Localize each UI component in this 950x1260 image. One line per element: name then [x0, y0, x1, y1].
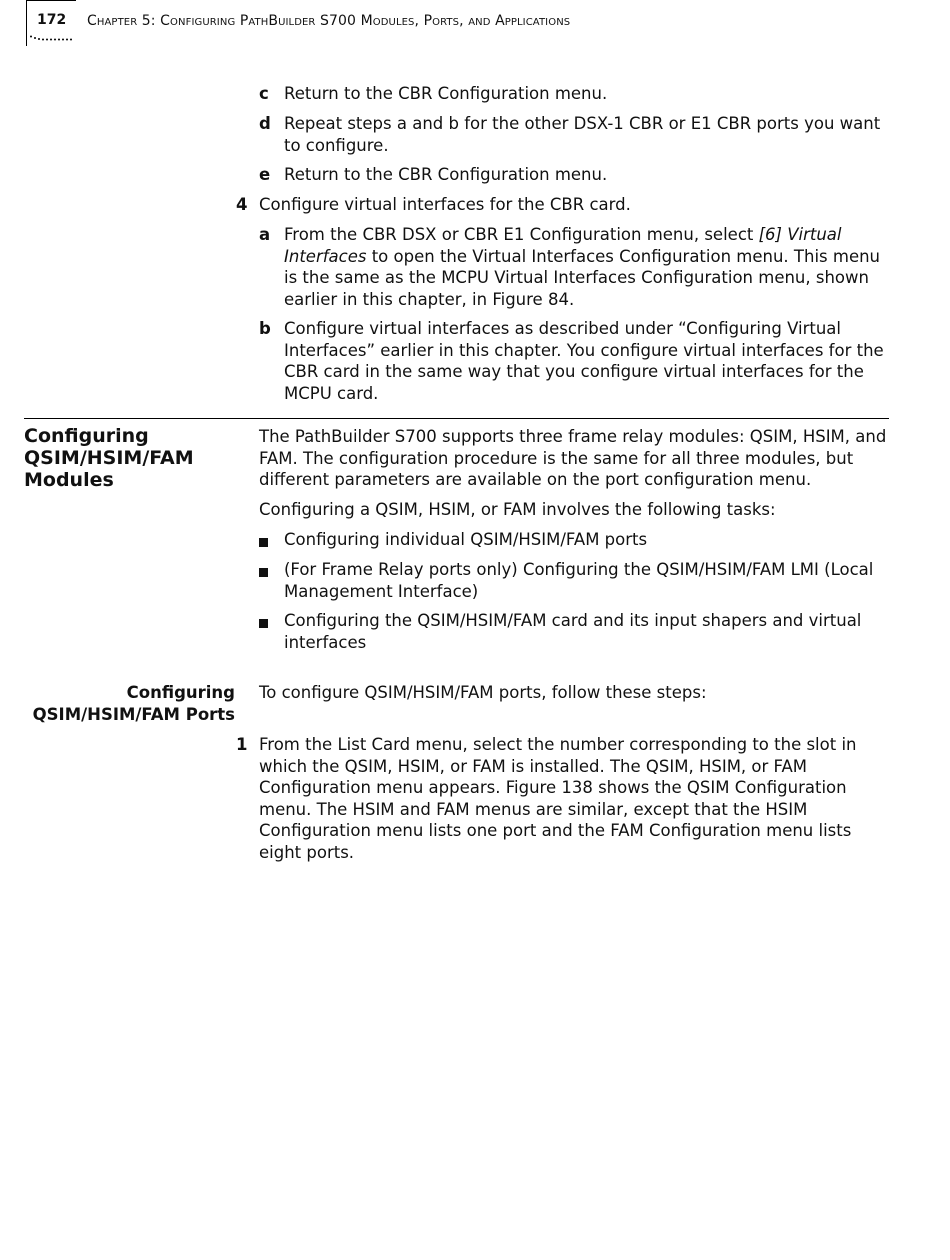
task-bullet — [259, 529, 891, 551]
step-text: Configure virtual interfaces for the CBR card. — [259, 195, 631, 214]
bullet-text: Configuring the QSIM/HSIM/FAM card and its input shapers and virtual interfaces — [284, 611, 862, 652]
step-text: Configure virtual interfaces as described under “Configuring Virtual Interfaces” earlier in this chapter. You configure virtual interfaces for the CBR card in the same way that you configure virtual interfaces for the MCPU card. — [284, 319, 884, 403]
subsection-heading — [24, 682, 235, 726]
page-number: 172 — [37, 12, 67, 28]
step-e — [259, 164, 891, 186]
step-number: 4 — [236, 195, 248, 214]
step-4a — [259, 224, 891, 310]
step-text: Repeat steps a and b for the other DSX-1 CBR or E1 CBR ports you want to configure. — [284, 114, 881, 155]
header-corner-rule-horizontal — [26, 0, 76, 1]
heading-line: Modules — [24, 469, 114, 491]
subsection-intro: To configure QSIM/HSIM/FAM ports, follow these steps: — [259, 683, 707, 702]
heading-line: QSIM/HSIM/FAM — [24, 447, 194, 469]
task-bullet — [259, 610, 891, 653]
step-text — [284, 224, 891, 310]
step-text: Return to the CBR Configuration menu. — [284, 165, 608, 184]
bullet-square-icon — [259, 538, 268, 547]
step-c — [259, 83, 891, 105]
step-4b — [259, 318, 891, 404]
step-marker: d — [259, 114, 271, 133]
header-corner-rule-vertical — [26, 0, 27, 46]
step-marker: c — [259, 84, 269, 103]
bullet-square-icon — [259, 568, 268, 577]
heading-line: Configuring — [24, 425, 149, 447]
heading-line: QSIM/HSIM/FAM Ports — [32, 705, 235, 724]
section-divider — [24, 418, 889, 419]
step-marker: a — [259, 225, 271, 244]
section-heading — [24, 425, 224, 491]
section-intro: The PathBuilder S700 supports three frame relay modules: QSIM, HSIM, and FAM. The configuration procedure is the same for all three modules, but different parameters are available on the port configuration menu. — [259, 427, 887, 489]
step-4 — [236, 194, 891, 216]
step-1 — [236, 734, 891, 863]
bullet-text: Configuring individual QSIM/HSIM/FAM ports — [284, 530, 648, 549]
task-bullet — [259, 559, 891, 602]
menu-option-reference: [6] Virtual Interfaces — [284, 225, 842, 266]
step-text-after: to open the Virtual Interfaces Configuration menu. This menu is the same as the MCPU Virtual Interfaces Configuration menu, shown earlier in this chapter, in Figure 84. — [284, 246, 881, 309]
step-marker: e — [259, 165, 271, 184]
step-text-before: From the CBR DSX or CBR E1 Configuration menu, select — [284, 225, 759, 244]
bullet-text: (For Frame Relay ports only) Configuring the QSIM/HSIM/FAM LMI (Local Management Interface) — [284, 560, 874, 601]
step-text: Return to the CBR Configuration menu. — [284, 84, 608, 103]
step-text: From the List Card menu, select the number corresponding to the slot in which the QSIM, HSIM, or FAM is installed. The QSIM, HSIM, or FAM Configuration menu appears. Figure 138 shows the QSIM Configuration menu. The HSIM and FAM menus are similar, except that the HSIM Configuration menu lists one port and the FAM Configuration menu lists eight ports. — [259, 735, 857, 862]
heading-line: Configuring — [126, 683, 235, 702]
step-marker: b — [259, 319, 271, 338]
step-number: 1 — [236, 735, 248, 754]
bullet-square-icon — [259, 619, 268, 628]
running-head: Chapter 5: Configuring PathBuilder S700 Modules, Ports, and Applications — [87, 13, 571, 29]
tasks-intro: Configuring a QSIM, HSIM, or FAM involves the following tasks: — [259, 500, 776, 519]
header-dot-ornament — [29, 35, 75, 41]
step-d — [259, 113, 891, 156]
